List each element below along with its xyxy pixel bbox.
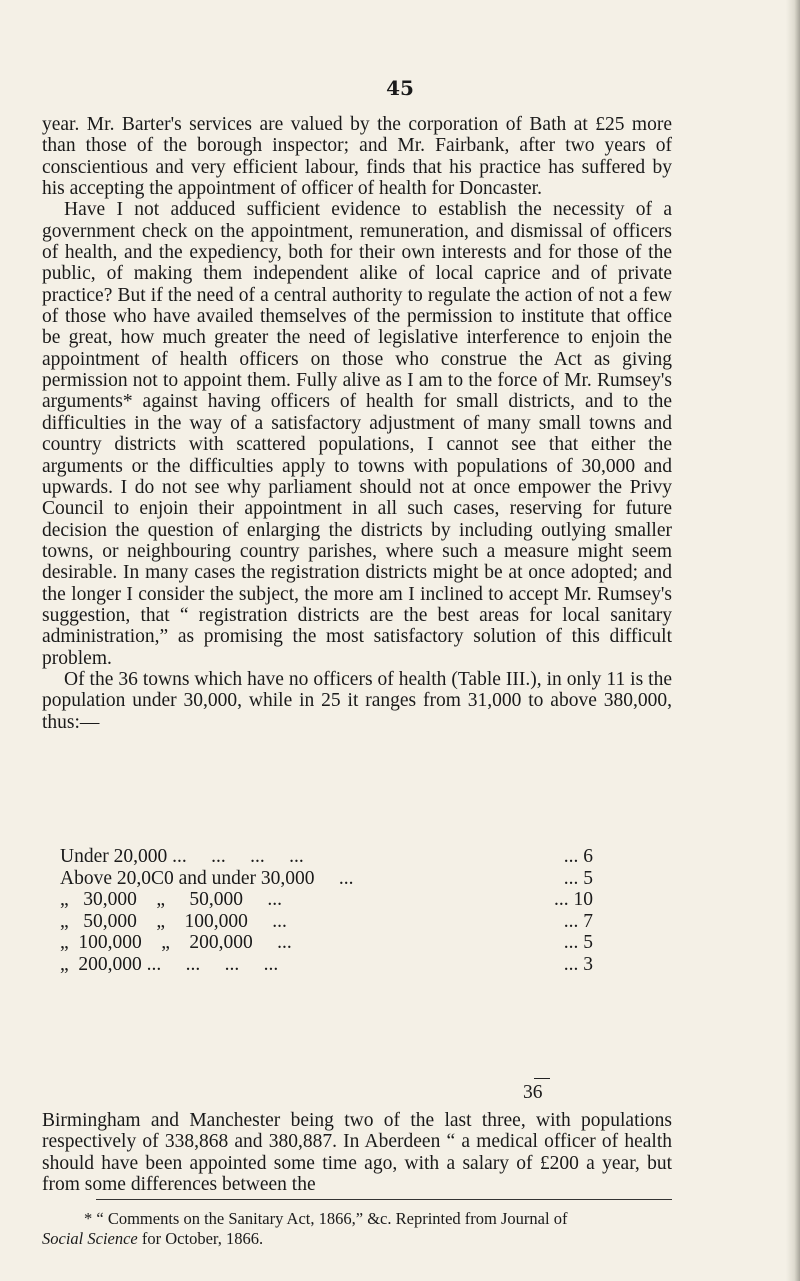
footnote-tail: for October, 1866. xyxy=(137,1229,264,1248)
row-label: „ 200,000 ... ... ... ... xyxy=(60,953,279,975)
table-total: 36 xyxy=(523,1082,543,1103)
closing-text xyxy=(42,1110,672,1195)
row-count: ... 6 xyxy=(563,846,593,867)
total-rule xyxy=(534,1078,550,1079)
population-table xyxy=(60,846,620,975)
row-label: „ 30,000 „ 50,000 ... xyxy=(60,889,283,910)
row-label: „ 100,000 „ 200,000 ... xyxy=(60,932,292,953)
row-count: ... 5 xyxy=(563,867,593,889)
row-label: Above 20,0C0 and under 30,000 ... xyxy=(60,867,354,889)
footnote xyxy=(42,1209,672,1249)
paragraph: Birmingham and Manchester being two of the last three, with populations respectively of 338,868 and 380,887. In Aberdeen “ a medical officer of health should have been appointed some time ago, with a salary of £200 a year, but from some differences between the xyxy=(42,1110,672,1196)
footnote-text: * “ Comments on the Sanitary Act, 1866,” &c. Reprinted from Journal of xyxy=(84,1209,568,1228)
table-row xyxy=(60,911,620,933)
row-label: „ 50,000 „ 100,000 ... xyxy=(60,910,287,932)
footnote-rule xyxy=(96,1199,672,1200)
paragraph: Of the 36 towns which have no officers of health (Table III.), in only 11 is the population under 30,000, while in 25 it ranges from 31,000 to above 380,000, thus:— xyxy=(42,668,672,733)
table-row xyxy=(60,846,620,868)
table-row xyxy=(60,868,620,890)
paragraph: Have I not adduced sufficient evidence to establish the necessity of a government check on the appointment, remuneration, and dismissal of officers of health, and the expediency, both for their own interests and for those of the public, of making them independent alike of local caprice and of private practice? But if the need of a central authority to regulate the action of not a few of those who have availed themselves of the permission to institute that office be great, how much greater the need of legislative interference to enjoin the appointment of health officers on those who construe the Act as giving permission not to appoint them. Fully alive as I am to the force of Mr. Rumsey's arguments* against having officers of health for small districts, and to the difficulties in the way of a satisfactory adjustment of many small towns and country districts with scattered populations, I cannot see that either the arguments or the difficulties apply to towns with populations of 30,000 and upwards. I do not see why parliament should not at once empower the Privy Council to enjoin their appointment in all such cases, reserving for future decision the question of enlarging the districts by including outlying smaller towns, or neighbouring country parishes, where such a measure might seem desirable. In many cases the registration districts might be at once adopted; and the longer I consider the subject, the more am I inclined to accept Mr. Rumsey's suggestion, that “ registration districts are the best areas for local sanitary administration,” as promising the most satisfactory solution of this difficult problem. xyxy=(42,199,672,669)
row-label: Under 20,000 ... ... ... ... xyxy=(60,846,304,867)
page-edge-shadow xyxy=(786,0,800,1281)
page-number: 45 xyxy=(386,76,414,100)
table-row xyxy=(60,932,620,954)
row-count: ... 5 xyxy=(563,932,593,953)
table-row xyxy=(60,889,620,911)
main-text xyxy=(42,114,672,733)
row-count: ... 10 xyxy=(554,889,593,910)
row-count: ... 3 xyxy=(563,953,593,975)
paragraph: year. Mr. Barter's services are valued by the corporation of Bath at £25 more than those of the borough inspector; and Mr. Fairbank, after two years of conscientious and very efficient labour, finds that his practice has suffered by his accepting the appointment of officer of health for Doncaster. xyxy=(42,114,672,200)
table-row xyxy=(60,954,620,976)
footnote-journal: Social Science xyxy=(42,1229,138,1248)
row-count: ... 7 xyxy=(563,910,593,932)
